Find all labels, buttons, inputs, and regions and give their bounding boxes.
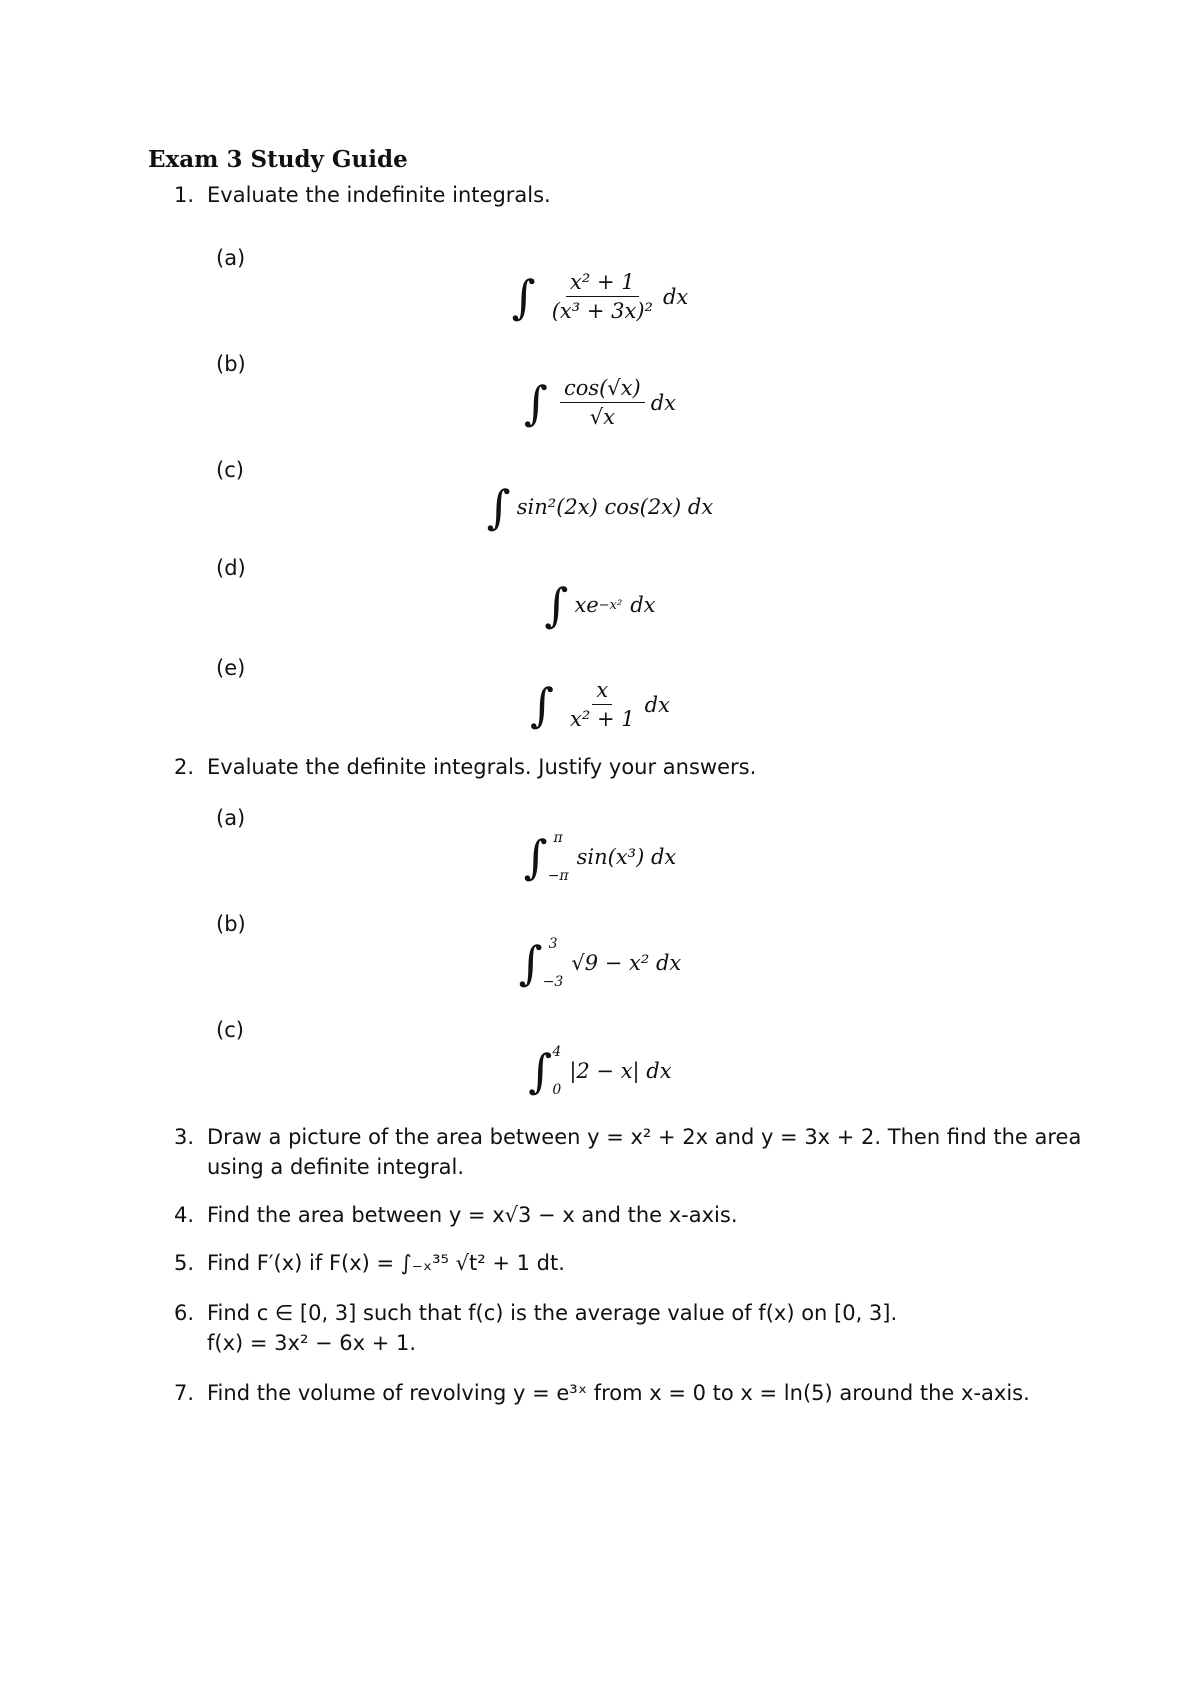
integral-sign: ∫ xyxy=(486,480,511,534)
differential: dx xyxy=(630,593,656,617)
problem-number: 1. xyxy=(174,183,195,207)
differential: dx xyxy=(644,692,670,717)
problem-text: f(x) = 3x² − 6x + 1. xyxy=(207,1331,417,1355)
numerator: x xyxy=(592,678,612,705)
part-label: (c) xyxy=(216,1018,244,1042)
lower-limit: −π xyxy=(547,868,569,884)
equation-2c xyxy=(0,1044,1200,1098)
upper-limit: 3 xyxy=(548,936,558,952)
numerator: x² + 1 xyxy=(566,270,639,297)
part-label: (a) xyxy=(216,246,246,270)
lower-limit: −3 xyxy=(542,974,564,990)
problem-number: 6. xyxy=(174,1301,195,1325)
problem-text: Find the volume of revolving y = e³ˣ from x = 0 to x = ln(5) around the x-axis. xyxy=(207,1381,1030,1405)
problem-number: 3. xyxy=(174,1125,195,1149)
integral-sign: ∫ xyxy=(518,936,543,990)
problem-text: Draw a picture of the area between y = x² + 2x and y = 3x + 2. Then find the area xyxy=(207,1125,1082,1149)
equation-1e xyxy=(0,678,1200,731)
integrand: |2 − x| dx xyxy=(569,1059,672,1083)
problem-text: Find F′(x) if F(x) = ∫₋ₓ³⁵ √t² + 1 dt. xyxy=(207,1251,565,1275)
problem-number: 5. xyxy=(174,1251,195,1275)
problem-text: Find the area between y = x√3 − x and the x-axis. xyxy=(207,1203,738,1227)
problem-number: 7. xyxy=(174,1381,195,1405)
lower-limit: 0 xyxy=(552,1082,562,1098)
equation-1a xyxy=(0,270,1200,323)
equation-1b xyxy=(0,376,1200,429)
page-title: Exam 3 Study Guide xyxy=(148,146,408,173)
part-label: (b) xyxy=(216,912,246,936)
integral-sign: ∫ xyxy=(528,1044,553,1098)
numerator: cos(√x) xyxy=(560,376,645,403)
part-label: (e) xyxy=(216,656,246,680)
integrand: xe xyxy=(574,593,599,617)
part-label: (a) xyxy=(216,806,246,830)
upper-limit: π xyxy=(553,830,563,846)
integral-sign: ∫ xyxy=(511,269,536,324)
problem-number: 2. xyxy=(174,755,195,779)
integral-sign: ∫ xyxy=(530,677,555,732)
denominator: (x³ + 3x)² xyxy=(551,299,653,323)
integrand: sin(x³) dx xyxy=(576,845,677,869)
differential: dx xyxy=(650,390,677,415)
problem-number: 4. xyxy=(174,1203,195,1227)
exponent: −x² xyxy=(598,597,623,613)
differential: dx xyxy=(662,284,689,309)
part-label: (c) xyxy=(216,458,244,482)
problem-text: Find c ∈ [0, 3] such that f(c) is the average value of f(x) on [0, 3]. xyxy=(207,1301,898,1325)
integral-sign: ∫ xyxy=(523,830,548,884)
problem-text: Evaluate the indefinite integrals. xyxy=(207,183,551,207)
integral-sign: ∫ xyxy=(523,375,548,430)
problem-text: using a definite integral. xyxy=(207,1155,465,1179)
denominator: x² + 1 xyxy=(570,707,635,731)
problem-text: Evaluate the definite integrals. Justify your answers. xyxy=(207,755,757,779)
denominator: √x xyxy=(589,405,615,429)
part-label: (d) xyxy=(216,556,246,580)
part-label: (b) xyxy=(216,352,246,376)
integrand: √9 − x² dx xyxy=(571,951,682,975)
integral-sign: ∫ xyxy=(544,578,569,632)
integrand: sin²(2x) cos(2x) dx xyxy=(516,495,714,519)
equation-1d xyxy=(0,578,1200,632)
equation-1c xyxy=(0,480,1200,534)
equation-2b xyxy=(0,936,1200,990)
upper-limit: 4 xyxy=(552,1044,562,1060)
equation-2a xyxy=(0,830,1200,884)
